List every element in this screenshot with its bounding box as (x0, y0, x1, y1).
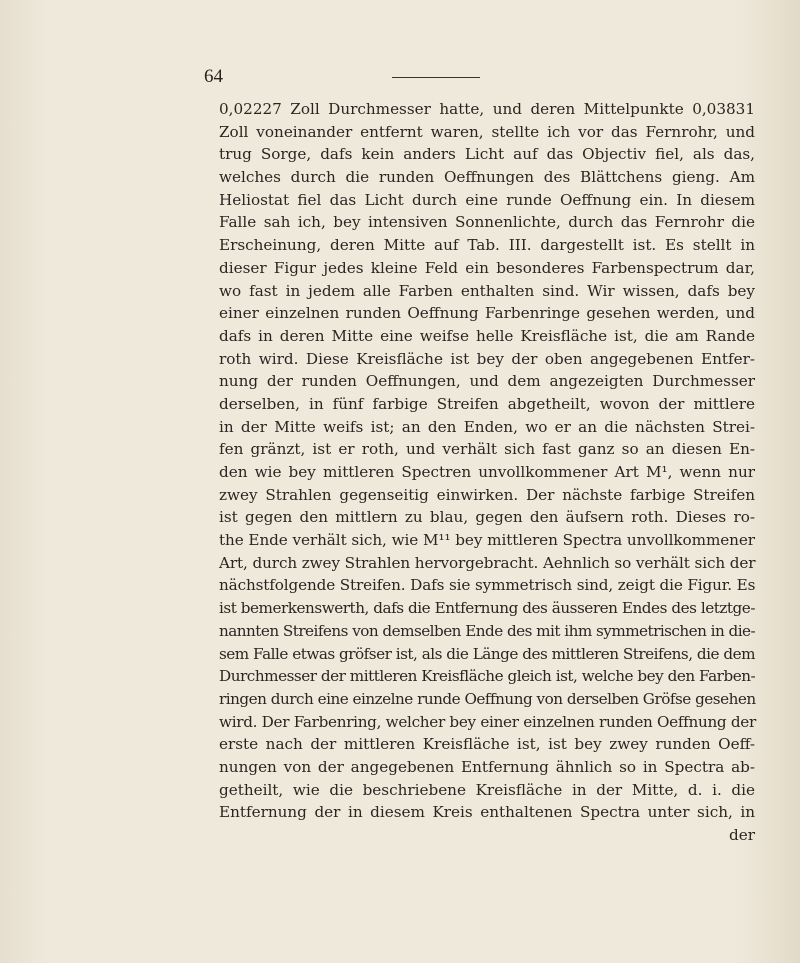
text-line: wo fast in jedem alle Farben enthalten sind. Wir wissen, dafs bey (219, 281, 755, 300)
text-line: dafs in deren Mitte eine weifse helle Kreisfläche ist, die am Rande (219, 326, 755, 345)
text-line: getheilt, wie die beschriebene Kreisfläche in der Mitte, d. i. die (219, 780, 755, 799)
text-line: nächstfolgende Streifen. Dafs sie symmetrisch sind, zeigt die Figur. Es (219, 576, 756, 595)
text-line: dieser Figur jedes kleine Feld ein besonderes Farbenspectrum dar, (219, 258, 755, 277)
body-text (219, 98, 755, 847)
header-rule (392, 77, 480, 78)
text-line: fen gränzt, ist er roth, und verhält sich fast ganz so an diesen En- (219, 440, 755, 459)
text-line: trug Sorge, dafs kein anders Licht auf das Objectiv fiel, als das, (219, 145, 755, 164)
text-line: ist gegen den mittlern zu blau, gegen den äufsern roth. Dieses ro- (219, 508, 755, 527)
text-line: roth wird. Diese Kreisfläche ist bey der oben angegebenen Entfer- (219, 349, 755, 368)
text-line: ringen durch eine einzelne runde Oeffnung von derselben Gröfse gesehen (219, 689, 756, 708)
text-line: zwey Strahlen gegenseitig einwirken. Der nächste farbige Streifen (219, 485, 755, 504)
text-line: ist bemerkenswerth, dafs die Entfernung des äusseren Endes des letztge- (219, 599, 755, 618)
text-line: 0,02227 Zoll Durchmesser hatte, und deren Mittelpunkte 0,03831 (219, 100, 755, 118)
text-line: Zoll voneinander entfernt waren, stellte ich vor das Fernrohr, und (219, 122, 755, 141)
text-line: derselben, in fünf farbige Streifen abgetheilt, wovon der mittlere (219, 394, 755, 413)
text-line: in der Mitte weifs ist; an den Enden, wo er an die nächsten Strei- (219, 417, 755, 436)
text-line: den wie bey mittleren Spectren unvollkommener Art M¹, wenn nur (219, 463, 755, 481)
text-line: Heliostat fiel das Licht durch eine runde Oeffnung ein. In diesem (219, 190, 755, 209)
text-line: wird. Der Farbenring, welcher bey einer einzelnen runden Oeffnung der (219, 712, 756, 731)
text-line: Erscheinung, deren Mitte auf Tab. III. dargestellt ist. Es stellt in (219, 236, 755, 255)
text-line: sem Falle etwas gröfser ist, als die Länge des mittleren Streifens, die dem (219, 644, 755, 663)
text-line: the Ende verhält sich, wie M¹¹ bey mittleren Spectra unvollkommener (219, 531, 755, 550)
text-line: nannten Streifens von demselben Ende des mit ihm symmetrischen in die- (219, 621, 756, 640)
text-line: erste nach der mittleren Kreisfläche ist, ist bey zwey runden Oeff- (219, 735, 755, 754)
text-line: welches durch die runden Oeffnungen des Blättchens gieng. Am (219, 168, 755, 187)
text-line: einer einzelnen runden Oeffnung Farbenringe gesehen werden, und (219, 304, 755, 323)
text-line: nungen von der angegebenen Entfernung ähnlich so in Spectra ab- (219, 757, 755, 776)
text-line: Durchmesser der mittleren Kreisfläche gleich ist, welche bey den Farben- (219, 667, 756, 686)
text-line: Falle sah ich, bey intensiven Sonnenlichte, durch das Fernrohr die (219, 213, 755, 232)
catchword: der (729, 826, 755, 844)
text-line: nung der runden Oeffnungen, und dem angezeigten Durchmesser (219, 372, 755, 391)
page-header (204, 66, 764, 88)
text-line: Art, durch zwey Strahlen hervorgebracht. Aehnlich so verhält sich der (219, 553, 756, 572)
text-line: Entfernung der in diesem Kreis enthaltenen Spectra unter sich, in (219, 803, 755, 822)
page-number: 64 (204, 66, 223, 87)
